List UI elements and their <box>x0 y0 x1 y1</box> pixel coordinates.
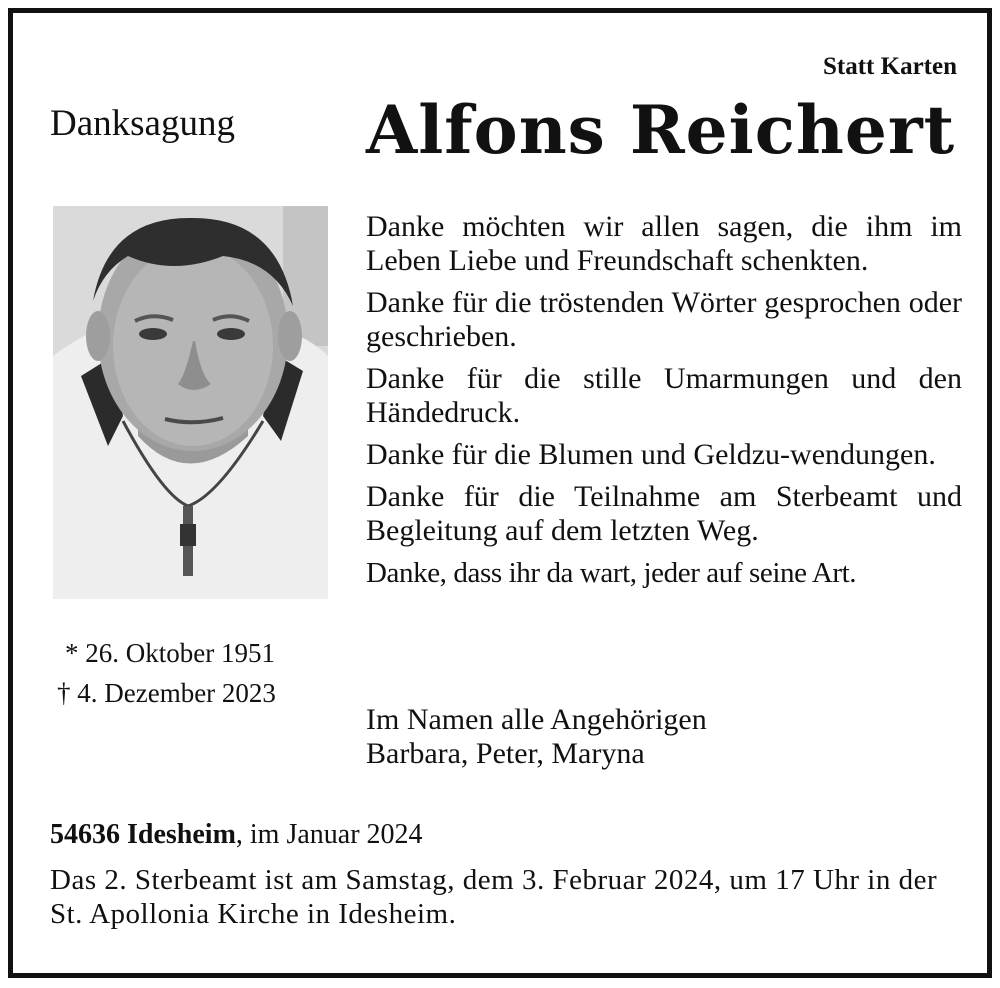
service-notice: Das 2. Sterbeamt ist am Samstag, dem 3. Februar 2024, um 17 Uhr in der St. Apollonia Kirche in Idesheim. <box>50 864 938 930</box>
death-date: † 4. Dezember 2023 <box>57 678 276 708</box>
statt-karten-label: Statt Karten <box>823 53 957 80</box>
place-and-date <box>50 819 423 851</box>
obituary-frame <box>8 8 992 978</box>
place-date: , im Januar 2024 <box>235 819 423 850</box>
signoff <box>366 703 707 771</box>
portrait-photo <box>53 206 328 599</box>
portrait-photo-icon <box>53 206 328 599</box>
section-label: Danksagung <box>50 103 235 144</box>
place-name: 54636 Idesheim <box>50 819 236 850</box>
birth-date: * 26. Oktober 1951 <box>65 638 275 668</box>
thanks-paragraph: Danke, dass ihr da wart, jeder auf seine Art. <box>366 557 857 589</box>
thanks-paragraph: Danke für die stille Umarmungen und den Händedruck. <box>366 362 962 429</box>
signoff-line: Im Namen alle Angehörigen <box>366 703 707 736</box>
thanks-paragraph: Danke für die Blumen und Geldzu-wendungen. <box>366 438 936 471</box>
thanks-text <box>366 210 962 598</box>
thanks-paragraph: Danke möchten wir allen sagen, die ihm im Leben Liebe und Freundschaft schenkten. <box>366 210 962 277</box>
thanks-paragraph: Danke für die Teilnahme am Sterbeamt und Begleitung auf dem letzten Weg. <box>366 480 962 547</box>
thanks-paragraph: Danke für die tröstenden Wörter gesprochen oder geschrieben. <box>366 286 962 353</box>
deceased-name: Alfons Reichert <box>366 91 956 169</box>
signoff-names: Barbara, Peter, Maryna <box>366 737 645 770</box>
